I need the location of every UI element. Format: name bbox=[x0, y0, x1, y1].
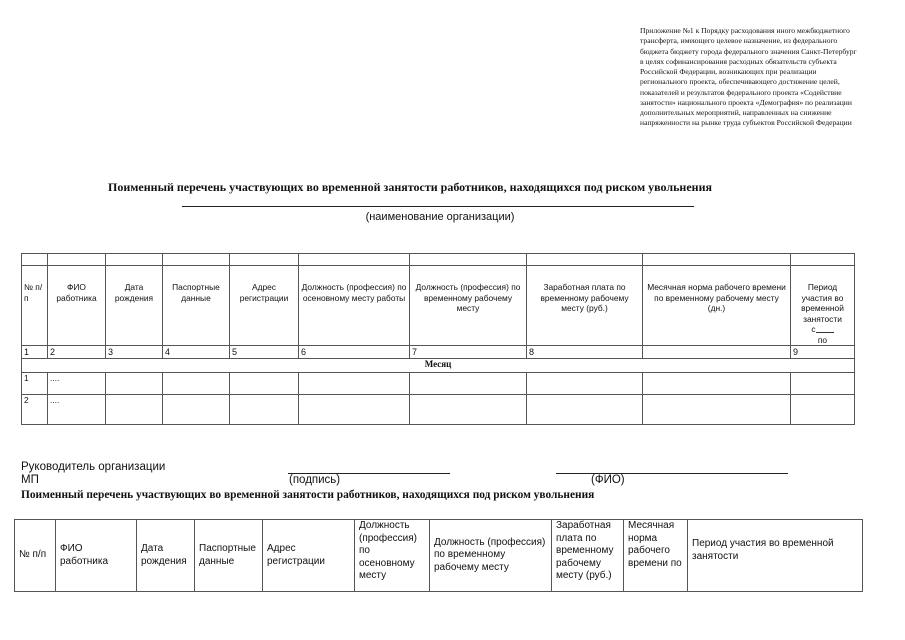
t2-header-main-position: Должность (профессия) по осеновному месту bbox=[355, 520, 430, 592]
t2-header-address: Адрес регистрации bbox=[263, 520, 355, 592]
table-row bbox=[22, 373, 855, 395]
header-main-position: Должность (профессия) по осеновному месту работы bbox=[299, 266, 410, 346]
spacer-cell bbox=[22, 254, 48, 266]
month-label: Месяц bbox=[22, 359, 855, 373]
col-number: 8 bbox=[527, 346, 643, 359]
table-spacer-row bbox=[22, 254, 855, 266]
header-period bbox=[791, 266, 855, 346]
t2-header-num: № п/п bbox=[15, 520, 56, 592]
row-cell bbox=[410, 373, 527, 395]
spacer-cell bbox=[106, 254, 163, 266]
header-birthdate: Дата рождения bbox=[106, 266, 163, 346]
column-number-row bbox=[22, 346, 855, 359]
t2-header-work-norm: Месячная норма рабочего времени по bbox=[624, 520, 688, 592]
head-of-org-label: Руководитель организации bbox=[21, 461, 166, 473]
spacer-cell bbox=[527, 254, 643, 266]
participants-table-2 bbox=[14, 519, 863, 592]
row-cell bbox=[791, 373, 855, 395]
header-salary: Заработная плата по временному рабочему месту (руб.) bbox=[527, 266, 643, 346]
section-title-2: Поименный перечень участвующих во временной занятости работников, находящихся под риском увольнения bbox=[21, 489, 595, 501]
t2-header-birthdate: Дата рождения bbox=[137, 520, 195, 592]
month-row bbox=[22, 359, 855, 373]
spacer-cell bbox=[410, 254, 527, 266]
period-to-label: по bbox=[817, 334, 828, 345]
t2-header-temp-position: Должность (профессия) по временному рабочему месту bbox=[430, 520, 552, 592]
org-name-line bbox=[182, 206, 694, 207]
row-cell bbox=[230, 373, 299, 395]
row-name: .... bbox=[48, 395, 106, 425]
row-cell bbox=[527, 395, 643, 425]
row-cell bbox=[410, 395, 527, 425]
spacer-cell bbox=[163, 254, 230, 266]
t2-header-period: Период участия во временной занятости bbox=[688, 520, 863, 592]
org-name-caption: (наименование организации) bbox=[365, 211, 515, 223]
spacer-cell bbox=[48, 254, 106, 266]
row-cell bbox=[791, 395, 855, 425]
row-cell bbox=[163, 373, 230, 395]
row-cell bbox=[163, 395, 230, 425]
header-period-label: Период участия во временной занятости bbox=[801, 282, 844, 324]
col-number: 5 bbox=[230, 346, 299, 359]
row-cell bbox=[299, 373, 410, 395]
header-temp-position: Должность (профессия) по временному рабочему месту bbox=[410, 266, 527, 346]
col-number: 1 bbox=[22, 346, 48, 359]
row-num: 1 bbox=[22, 373, 48, 395]
spacer-cell bbox=[791, 254, 855, 266]
spacer-cell bbox=[230, 254, 299, 266]
period-from-label: с bbox=[811, 324, 816, 334]
header-num: № п/п bbox=[22, 266, 48, 346]
participants-table bbox=[21, 253, 855, 425]
table-row bbox=[22, 395, 855, 425]
spacer-cell bbox=[299, 254, 410, 266]
row-name: .... bbox=[48, 373, 106, 395]
row-cell bbox=[230, 395, 299, 425]
col-number: 9 bbox=[791, 346, 855, 359]
row-cell bbox=[106, 395, 163, 425]
page-title: Поименный перечень участвующих во временной занятости работников, находящихся под риском увольнения bbox=[108, 180, 712, 194]
row-cell bbox=[527, 373, 643, 395]
row-cell bbox=[643, 395, 791, 425]
fio-caption: (ФИО) bbox=[591, 474, 625, 486]
col-number: 7 bbox=[410, 346, 527, 359]
header-work-norm: Месячная норма рабочего времени по временному рабочему месту (дн.) bbox=[643, 266, 791, 346]
t2-header-name: ФИО работника bbox=[56, 520, 137, 592]
appendix-note: Приложение №1 к Порядку расходования иного межбюджетного трансферта, имеющего целевое назначение, из федерального бюджета бюджету города федерального значения Санкт-Петербург в целях софинансирования расходных обязательств субъекта Российской Федерации, возникающих при реализации регионального проекта, обеспечивающего достижение целей, показателей и результатов федерального проекта «Содействие занятости» национального проекта «Демография» по реализации дополнительных мероприятий, направленных на снижение напряженности на рынке труда субъектов Российской Федерации bbox=[640, 26, 857, 128]
col-number: 6 bbox=[299, 346, 410, 359]
col-number: 3 bbox=[106, 346, 163, 359]
spacer-cell bbox=[643, 254, 791, 266]
signature-caption: (подпись) bbox=[289, 474, 341, 486]
row-cell bbox=[643, 373, 791, 395]
row-cell bbox=[299, 395, 410, 425]
row-num: 2 bbox=[22, 395, 48, 425]
col-number: 4 bbox=[163, 346, 230, 359]
col-number bbox=[643, 346, 791, 359]
header-address: Адрес регистрации bbox=[230, 266, 299, 346]
col-number: 2 bbox=[48, 346, 106, 359]
header-passport: Паспортные данные bbox=[163, 266, 230, 346]
table-header-row bbox=[22, 266, 855, 346]
t2-header-salary: Заработная плата по временному рабочему месту (руб.) bbox=[552, 520, 624, 592]
mp-label: МП bbox=[21, 474, 39, 486]
period-from-blank bbox=[816, 324, 834, 333]
header-name: ФИО работника bbox=[48, 266, 106, 346]
row-cell bbox=[106, 373, 163, 395]
table2-header-row bbox=[15, 520, 863, 592]
t2-header-passport: Паспортные данные bbox=[195, 520, 263, 592]
